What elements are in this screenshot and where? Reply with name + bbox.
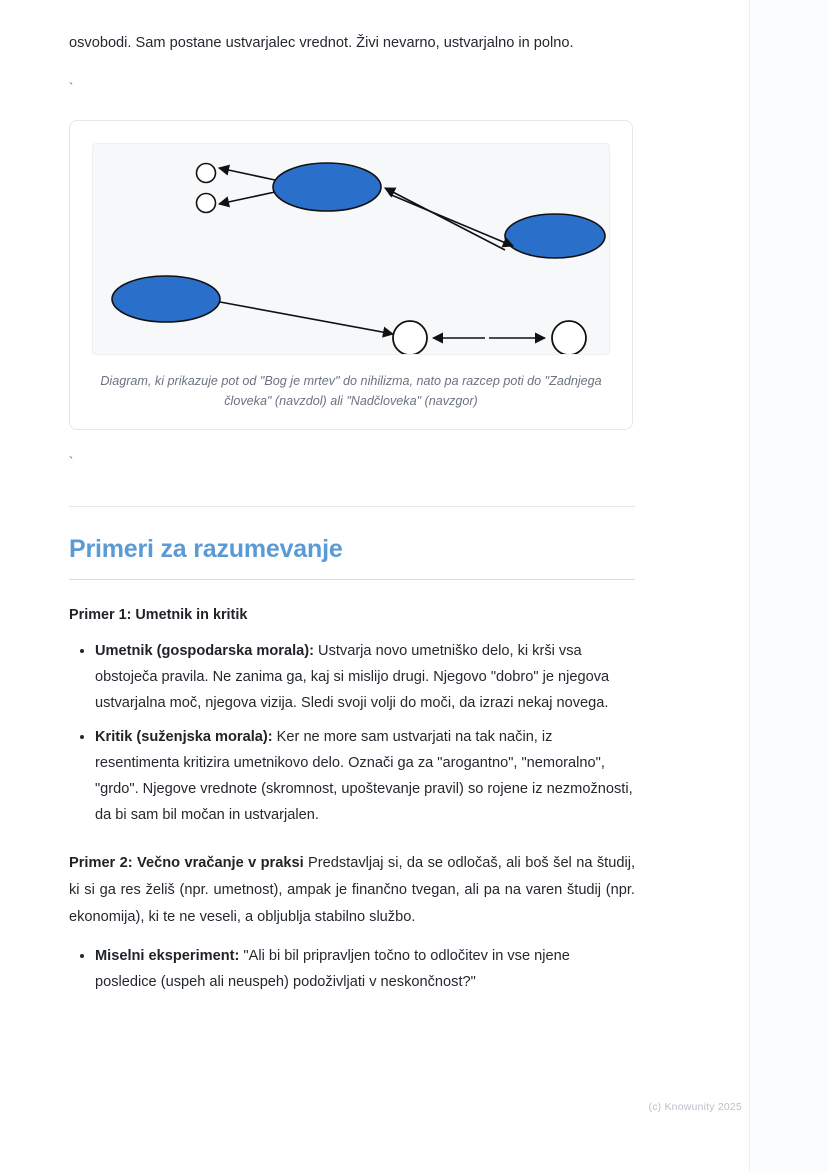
section-title: Primeri za razumevanje bbox=[69, 533, 635, 580]
list-item bbox=[95, 724, 635, 828]
diagram-node-circle-bottom-right bbox=[552, 321, 586, 355]
diagram-canvas bbox=[92, 143, 610, 355]
copyright-footer: (c) Knowunity 2025 bbox=[648, 1101, 742, 1113]
bullet-lead: Umetnik (gospodarska morala): bbox=[95, 643, 314, 659]
bullet-text: Ker ne more sam ustvarjati na tak način, iz resentimenta kritizira umetnikovo delo. Označi ga za "arogantno", "nemoralno", "grdo". Njegove vrednote (skromnost, upoštevanje pravil) so rojene iz nezmožnosti, da bi sam bil močan in ustvarjalen. bbox=[95, 729, 633, 823]
list-item bbox=[95, 638, 635, 716]
example-1-heading: Primer 1: Umetnik in kritik bbox=[69, 607, 248, 623]
bullet-text: Ustvarja novo umetniško delo, ki krši vsa obstoječa pravila. Ne zanima ga, kaj si mislijo drugi. Njegovo "dobro" je njegova ustvarjalna moč, njegova vizija. Sledi svoji volji do moči, da izrazi nekaj novega. bbox=[95, 643, 610, 711]
tick-mark-bottom: ` bbox=[69, 454, 74, 469]
diagram-arrow-2 bbox=[219, 192, 275, 204]
bullet-lead: Kritik (suženjska morala): bbox=[95, 729, 273, 745]
nihilism-path-diagram bbox=[93, 144, 610, 355]
example-2-paragraph bbox=[69, 850, 635, 931]
diagram-node-ellipse-right bbox=[505, 214, 605, 258]
example-2-lead: Primer 2: Večno vračanje v praksi bbox=[69, 855, 304, 871]
bullet-lead: Miselni eksperiment: bbox=[95, 948, 240, 964]
diagram-node-ellipse-center bbox=[273, 163, 381, 211]
diagram-arrow-1 bbox=[219, 168, 275, 180]
diagram-figure-card bbox=[69, 120, 633, 430]
list-item bbox=[95, 943, 635, 995]
diagram-node-small-second bbox=[197, 194, 216, 213]
document-content bbox=[69, 30, 635, 995]
diagram-node-small-top bbox=[197, 164, 216, 183]
right-scroll-strip[interactable] bbox=[749, 0, 828, 1171]
diagram-node-ellipse-left bbox=[112, 276, 220, 322]
example-1-bullet-list bbox=[69, 638, 635, 828]
diagram-arrow-3 bbox=[385, 188, 505, 250]
diagram-node-circle-bottom-left bbox=[393, 321, 427, 355]
example-2-text: Predstavljaj si, da se odločaš, ali boš šel na študij, ki si ga res želiš (npr. umetnost), ampak je finančno tvegan, ali pa na varen študij (npr. ekonomija), ki te ne veseli, a obljublja stabilno službo. bbox=[69, 855, 635, 925]
tick-mark-top: ` bbox=[69, 80, 74, 95]
figure-caption: Diagram, ki prikazuje pot od "Bog je mrtev" do nihilizma, nato pa razcep poti do "Zadnjega človeka" (navzdol) ali "Nadčloveka" (navzgor) bbox=[100, 374, 602, 408]
section-divider bbox=[69, 506, 635, 507]
diagram-arrow-5 bbox=[220, 302, 393, 334]
diagram-arrow-4 bbox=[389, 194, 513, 246]
intro-paragraph: osvobodi. Sam postane ustvarjalec vrednot. Živi nevarno, ustvarjalno in polno. bbox=[69, 35, 574, 51]
bullet-text: "Ali bi bil pripravljen točno to odločitev in vse njene posledice (uspeh ali neuspeh) podoživljati v neskončnost?" bbox=[95, 948, 570, 990]
example-2-bullet-list bbox=[69, 943, 635, 995]
